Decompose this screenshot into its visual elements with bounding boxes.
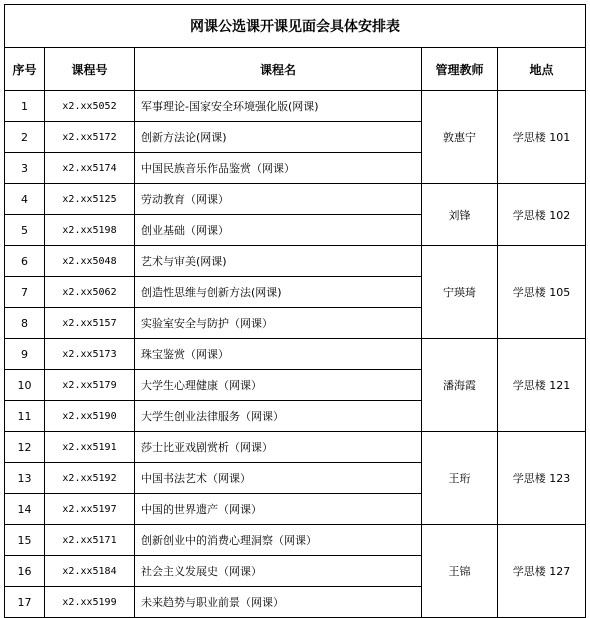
row-no: 11 bbox=[5, 401, 45, 432]
row-course-name: 创新创业中的消费心理洞察（网课） bbox=[135, 525, 422, 556]
row-code: x2.xx5174 bbox=[45, 153, 135, 184]
row-course-name: 社会主义发展史（网课） bbox=[135, 556, 422, 587]
row-no: 6 bbox=[5, 246, 45, 277]
row-code: x2.xx5125 bbox=[45, 184, 135, 215]
header-name: 课程名 bbox=[135, 48, 422, 91]
row-course-name: 大学生创业法律服务（网课） bbox=[135, 401, 422, 432]
row-course-name: 中国的世界遗产（网课） bbox=[135, 494, 422, 525]
row-course-name: 创新方法论(网课) bbox=[135, 122, 422, 153]
row-no: 13 bbox=[5, 463, 45, 494]
table-row bbox=[5, 91, 586, 122]
row-no: 1 bbox=[5, 91, 45, 122]
row-code: x2.xx5172 bbox=[45, 122, 135, 153]
row-course-name: 军事理论-国家安全环境强化版(网课) bbox=[135, 91, 422, 122]
header-code: 课程号 bbox=[45, 48, 135, 91]
row-no: 17 bbox=[5, 587, 45, 618]
row-code: x2.xx5192 bbox=[45, 463, 135, 494]
row-code: x2.xx5191 bbox=[45, 432, 135, 463]
row-code: x2.xx5197 bbox=[45, 494, 135, 525]
row-code: x2.xx5190 bbox=[45, 401, 135, 432]
group-teacher: 敦惠宁 bbox=[422, 91, 498, 184]
group-location: 学思楼 102 bbox=[498, 184, 586, 246]
group-teacher: 王珩 bbox=[422, 432, 498, 525]
table-row bbox=[5, 184, 586, 215]
row-no: 3 bbox=[5, 153, 45, 184]
group-teacher: 潘海霞 bbox=[422, 339, 498, 432]
row-course-name: 中国民族音乐作品鉴赏（网课） bbox=[135, 153, 422, 184]
row-code: x2.xx5062 bbox=[45, 277, 135, 308]
row-course-name: 劳动教育（网课） bbox=[135, 184, 422, 215]
row-no: 10 bbox=[5, 370, 45, 401]
group-location: 学思楼 121 bbox=[498, 339, 586, 432]
header-teacher: 管理教师 bbox=[422, 48, 498, 91]
row-code: x2.xx5199 bbox=[45, 587, 135, 618]
row-code: x2.xx5048 bbox=[45, 246, 135, 277]
row-course-name: 珠宝鉴赏（网课） bbox=[135, 339, 422, 370]
row-no: 16 bbox=[5, 556, 45, 587]
row-no: 4 bbox=[5, 184, 45, 215]
row-no: 14 bbox=[5, 494, 45, 525]
row-no: 7 bbox=[5, 277, 45, 308]
row-no: 5 bbox=[5, 215, 45, 246]
row-code: x2.xx5171 bbox=[45, 525, 135, 556]
row-code: x2.xx5052 bbox=[45, 91, 135, 122]
row-code: x2.xx5198 bbox=[45, 215, 135, 246]
group-teacher: 刘锋 bbox=[422, 184, 498, 246]
row-code: x2.xx5173 bbox=[45, 339, 135, 370]
row-no: 12 bbox=[5, 432, 45, 463]
row-code: x2.xx5157 bbox=[45, 308, 135, 339]
row-no: 2 bbox=[5, 122, 45, 153]
row-course-name: 大学生心理健康（网课） bbox=[135, 370, 422, 401]
row-no: 9 bbox=[5, 339, 45, 370]
row-course-name: 未来趋势与职业前景（网课） bbox=[135, 587, 422, 618]
group-teacher: 宁瑛琦 bbox=[422, 246, 498, 339]
row-course-name: 创造性思维与创新方法(网课) bbox=[135, 277, 422, 308]
table-row bbox=[5, 525, 586, 556]
row-course-name: 中国书法艺术（网课） bbox=[135, 463, 422, 494]
schedule-sheet bbox=[4, 4, 586, 618]
row-course-name: 实验室安全与防护（网课） bbox=[135, 308, 422, 339]
table-row bbox=[5, 339, 586, 370]
header-no: 序号 bbox=[5, 48, 45, 91]
group-location: 学思楼 123 bbox=[498, 432, 586, 525]
header-location: 地点 bbox=[498, 48, 586, 91]
group-teacher: 王锦 bbox=[422, 525, 498, 618]
row-course-name: 创业基础（网课） bbox=[135, 215, 422, 246]
row-code: x2.xx5184 bbox=[45, 556, 135, 587]
row-course-name: 莎士比亚戏剧赏析（网课） bbox=[135, 432, 422, 463]
row-code: x2.xx5179 bbox=[45, 370, 135, 401]
row-no: 15 bbox=[5, 525, 45, 556]
table-row bbox=[5, 246, 586, 277]
row-no: 8 bbox=[5, 308, 45, 339]
group-location: 学思楼 127 bbox=[498, 525, 586, 618]
table-row bbox=[5, 432, 586, 463]
group-location: 学思楼 105 bbox=[498, 246, 586, 339]
table-title: 网课公选课开课见面会具体安排表 bbox=[5, 5, 586, 48]
schedule-table bbox=[4, 4, 586, 618]
group-location: 学思楼 101 bbox=[498, 91, 586, 184]
row-course-name: 艺术与审美(网课) bbox=[135, 246, 422, 277]
